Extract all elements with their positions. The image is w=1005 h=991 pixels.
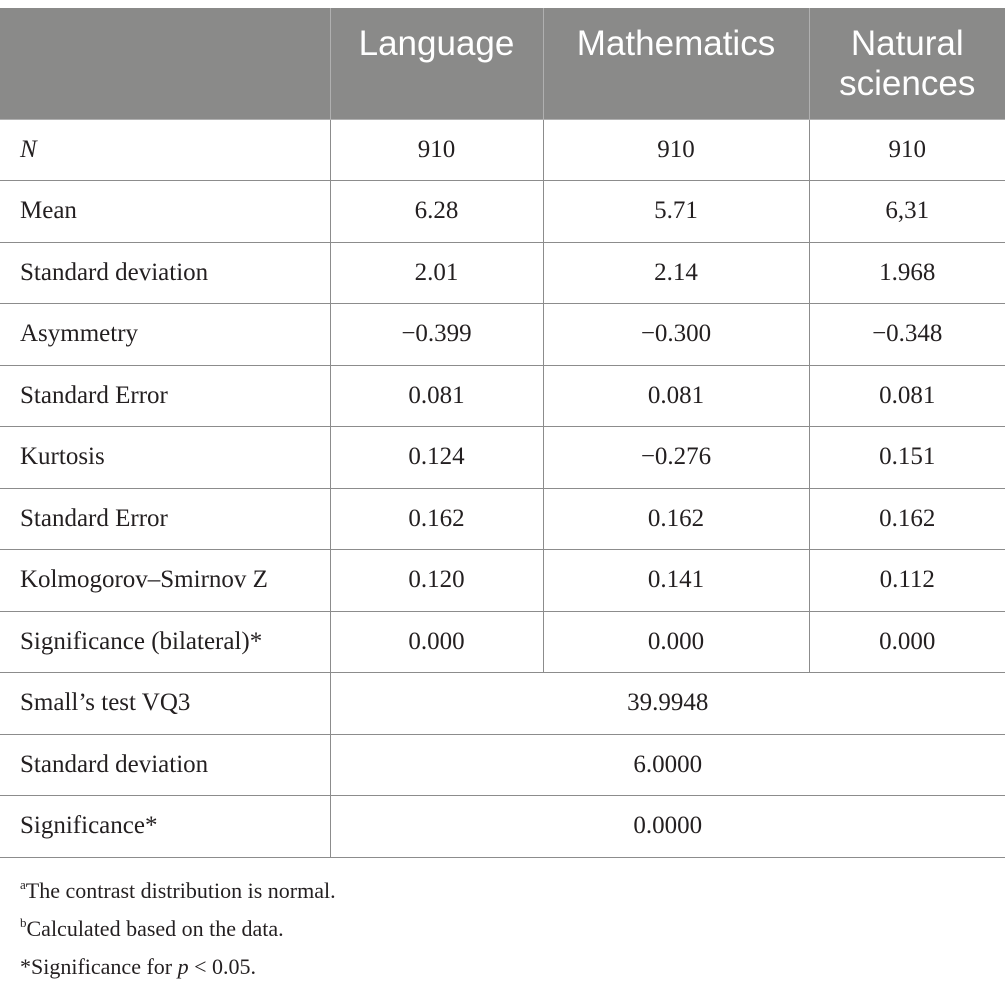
- merged-cell-value: 6.0000: [330, 734, 1005, 796]
- cell-value: 910: [330, 119, 543, 181]
- table-row: [0, 488, 1005, 550]
- cell-value: 0.112: [809, 550, 1005, 612]
- header-cell-mathematics: Mathematics: [543, 8, 809, 119]
- cell-value: 0.151: [809, 427, 1005, 489]
- cell-value: 0.124: [330, 427, 543, 489]
- table-row: [0, 611, 1005, 673]
- cell-value: −0.399: [330, 304, 543, 366]
- cell-value: 6,31: [809, 181, 1005, 243]
- cell-value: 0.141: [543, 550, 809, 612]
- header-cell-language: Language: [330, 8, 543, 119]
- table-body: [0, 119, 1005, 857]
- row-label: Kolmogorov–Smirnov Z: [0, 550, 330, 612]
- table-row: [0, 119, 1005, 181]
- table-row: [0, 181, 1005, 243]
- table-row: [0, 304, 1005, 366]
- row-label: Standard deviation: [0, 734, 330, 796]
- cell-value: 0.000: [809, 611, 1005, 673]
- cell-value: 5.71: [543, 181, 809, 243]
- table-row-merged: [0, 796, 1005, 858]
- cell-value: −0.348: [809, 304, 1005, 366]
- cell-value: −0.276: [543, 427, 809, 489]
- footnote-b: [20, 910, 336, 948]
- cell-value: 6.28: [330, 181, 543, 243]
- table-footnotes: [20, 872, 336, 986]
- table-row: [0, 365, 1005, 427]
- cell-value: 2.01: [330, 242, 543, 304]
- table-row: [0, 242, 1005, 304]
- cell-value: 0.000: [543, 611, 809, 673]
- cell-value: 0.081: [809, 365, 1005, 427]
- cell-value: 0.081: [330, 365, 543, 427]
- cell-value: 0.000: [330, 611, 543, 673]
- cell-value: 0.162: [809, 488, 1005, 550]
- header-cell-empty: [0, 8, 330, 119]
- footnote-text: *Significance for: [20, 954, 178, 979]
- cell-value: 0.120: [330, 550, 543, 612]
- footnote-significance: [20, 948, 336, 986]
- cell-value: 1.968: [809, 242, 1005, 304]
- row-label: Significance (bilateral)*: [0, 611, 330, 673]
- statistics-table: [0, 8, 1005, 858]
- footnote-text: < 0.05.: [188, 954, 257, 979]
- row-label: Standard Error: [0, 488, 330, 550]
- header-row: [0, 8, 1005, 119]
- footnote-variable: p: [177, 954, 189, 979]
- header-cell-natural-sciences: Natural sciences: [809, 8, 1005, 119]
- table-row-merged: [0, 734, 1005, 796]
- row-label: Asymmetry: [0, 304, 330, 366]
- table-row-merged: [0, 673, 1005, 735]
- row-label: Kurtosis: [0, 427, 330, 489]
- merged-cell-value: 0.0000: [330, 796, 1005, 858]
- footnote-text: Calculated based on the data.: [26, 916, 284, 941]
- footnote-a: [20, 872, 336, 910]
- row-label: Small’s test VQ3: [0, 673, 330, 735]
- footnote-marker: b: [20, 915, 27, 930]
- merged-cell-value: 39.9948: [330, 673, 1005, 735]
- row-label: Standard Error: [0, 365, 330, 427]
- row-label: Standard deviation: [0, 242, 330, 304]
- row-label: Significance*: [0, 796, 330, 858]
- cell-value: 910: [543, 119, 809, 181]
- table-row: [0, 550, 1005, 612]
- table-row: [0, 427, 1005, 489]
- cell-value: −0.300: [543, 304, 809, 366]
- footnote-marker: a: [20, 877, 26, 892]
- row-label: Mean: [0, 181, 330, 243]
- cell-value: 0.162: [330, 488, 543, 550]
- table-header: [0, 8, 1005, 119]
- footnote-text: The contrast distribution is normal.: [25, 878, 336, 903]
- cell-value: 0.081: [543, 365, 809, 427]
- cell-value: 0.162: [543, 488, 809, 550]
- cell-value: 2.14: [543, 242, 809, 304]
- row-label: N: [0, 119, 330, 181]
- cell-value: 910: [809, 119, 1005, 181]
